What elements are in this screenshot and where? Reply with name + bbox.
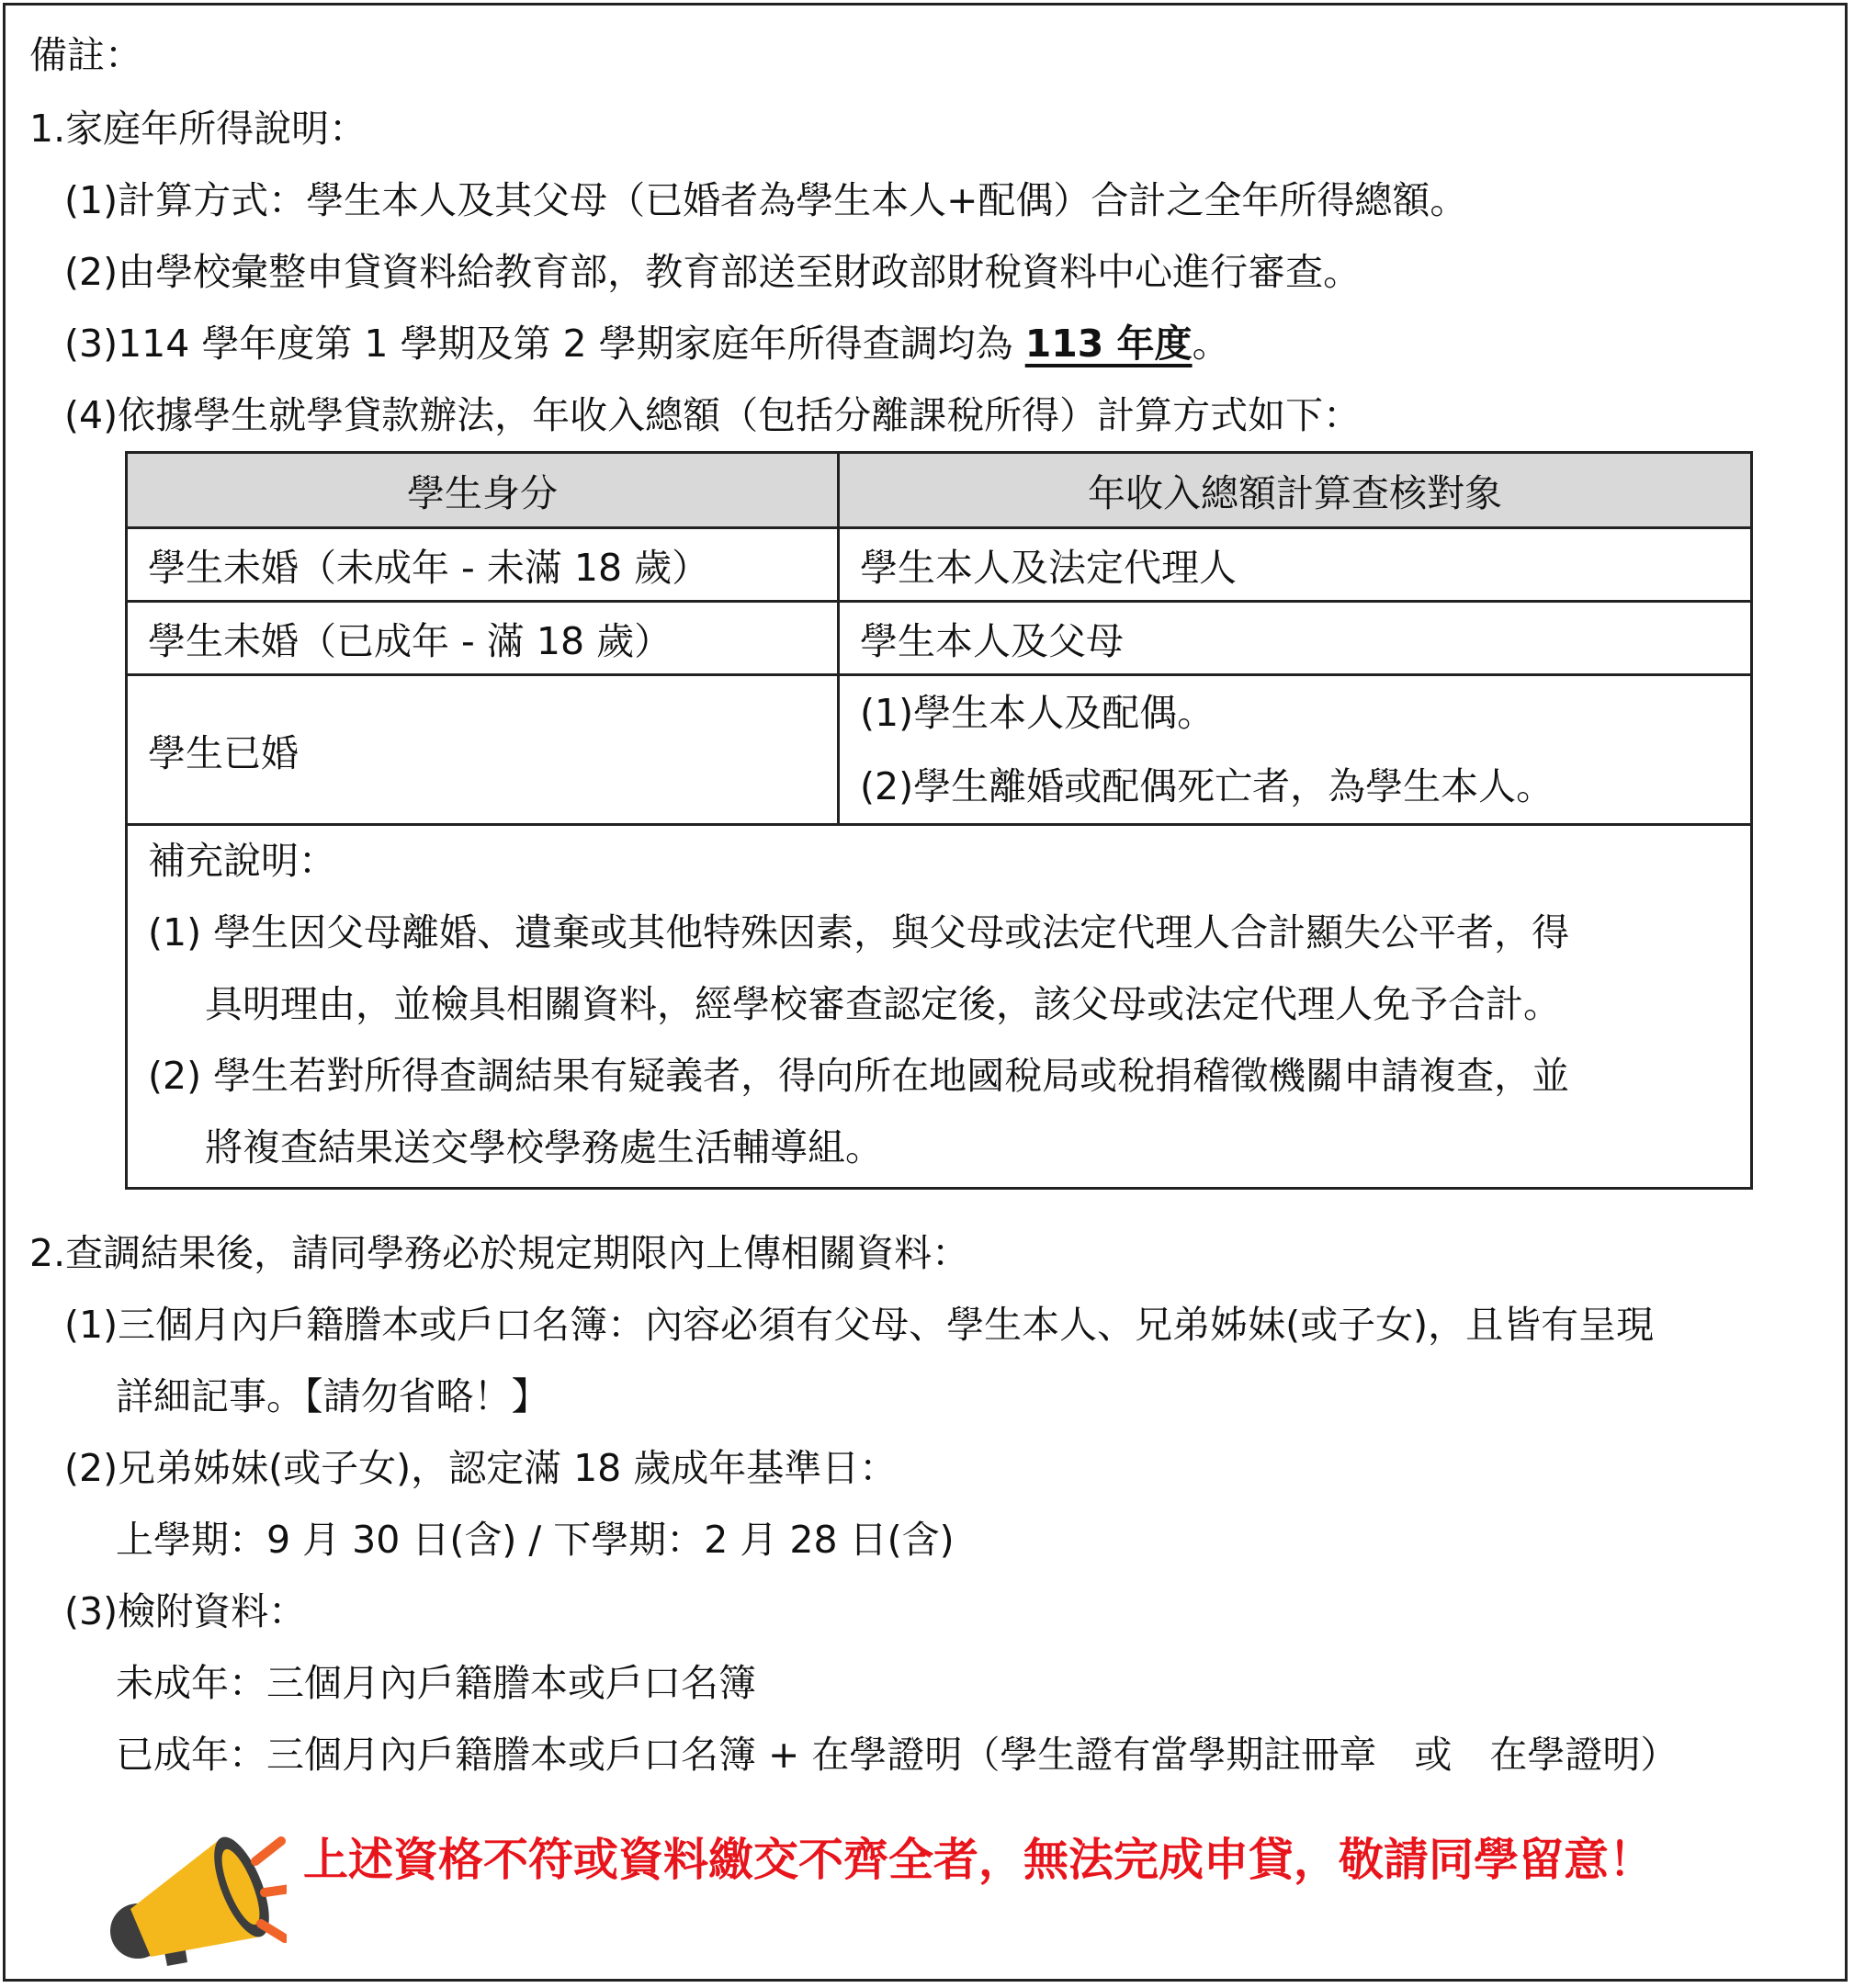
section2-item2-line1: (2)兄弟姊妹(或子女)，認定滿 18 歲成年基準日： bbox=[64, 1446, 898, 1490]
section2-item1-line1: (1)三個月內戶籍謄本或戶口名簿：內容必須有父母、學生本人、兄弟姊妹(或子女)，且皆有呈現 bbox=[64, 1303, 1655, 1347]
section2-item3-title: (3)檢附資料： bbox=[64, 1589, 307, 1633]
section2-item2-line2: 上學期：9 月 30 日(含) / 下學期：2 月 28 日(含) bbox=[116, 1518, 955, 1562]
row3-status: 學生已婚 bbox=[127, 675, 839, 825]
section2-item1-line2: 詳細記事。【請勿省略！】 bbox=[116, 1374, 549, 1418]
megaphone-icon-shape bbox=[110, 1830, 287, 1966]
table-note-row bbox=[127, 825, 1752, 1189]
header-income-target: 年收入總額計算查核對象 bbox=[839, 453, 1752, 528]
row1-target: 學生本人及法定代理人 bbox=[839, 528, 1752, 602]
table-row bbox=[127, 528, 1752, 602]
section1-item3-prefix: (3)114 學年度第 1 學期及第 2 學期家庭年所得查調均為 bbox=[64, 322, 1025, 366]
remarks-heading: 備註： bbox=[29, 33, 142, 77]
table-row bbox=[127, 602, 1752, 675]
section1-item3-year: 113 年度 bbox=[1024, 322, 1193, 366]
note2-line2: 將複查結果送交學校學務處生活輔導組。 bbox=[205, 1125, 883, 1169]
section1-item1: (1)計算方式：學生本人及其父母（已婚者為學生本人+配偶）合計之全年所得總額。 bbox=[64, 178, 1468, 222]
section1-item2: (2)由學校彙整申貸資料給教育部，教育部送至財政部財稅資料中心進行審查。 bbox=[64, 250, 1362, 294]
note2-line1: (2) 學生若對所得查調結果有疑義者，得向所在地國稅局或稅捐稽徵機關申請複查，並 bbox=[148, 1054, 1570, 1098]
section2-item3-adult: 已成年：三個月內戶籍謄本或戶口名簿 + 在學證明（學生證有當學期註冊章 或 在學證明） bbox=[116, 1733, 1679, 1777]
income-table bbox=[125, 451, 1753, 1190]
section1-item3-suffix: 。 bbox=[1192, 322, 1230, 366]
table-header-row bbox=[127, 453, 1752, 528]
row3-target-line2: (2)學生離婚或配偶死亡者，為學生本人。 bbox=[860, 764, 1554, 808]
supplementary-note bbox=[127, 825, 1752, 1189]
table-row bbox=[127, 675, 1752, 825]
row3-target bbox=[839, 675, 1752, 825]
section2-item3-minor: 未成年：三個月內戶籍謄本或戶口名簿 bbox=[116, 1661, 756, 1705]
section1-item3 bbox=[64, 316, 1230, 371]
megaphone-icon bbox=[103, 1828, 287, 1975]
section2-title: 2.查調結果後，請同學務必於規定期限內上傳相關資料： bbox=[29, 1231, 970, 1275]
row1-status: 學生未婚（未成年 - 未滿 18 歲） bbox=[127, 528, 839, 602]
row2-target: 學生本人及父母 bbox=[839, 602, 1752, 675]
section1-title: 1.家庭年所得說明： bbox=[29, 107, 367, 151]
header-student-status: 學生身分 bbox=[127, 453, 839, 528]
section1-item4: (4)依據學生就學貸款辦法，年收入總額（包括分離課稅所得）計算方式如下： bbox=[64, 393, 1362, 437]
note-title: 補充說明： bbox=[148, 839, 336, 883]
note1-line2: 具明理由，並檢具相關資料，經學校審查認定後，該父母或法定代理人免予合計。 bbox=[205, 982, 1561, 1026]
row2-status: 學生未婚（已成年 - 滿 18 歲） bbox=[127, 602, 839, 675]
note1-line1: (1) 學生因父母離婚、遺棄或其他特殊因素，與父母或法定代理人合計顯失公平者，得 bbox=[148, 910, 1570, 954]
row3-target-line1: (1)學生本人及配偶。 bbox=[860, 691, 1215, 735]
warning-message: 上述資格不符或資料繳交不齊全者，無法完成申貸，敬請同學留意！ bbox=[303, 1834, 1655, 1886]
